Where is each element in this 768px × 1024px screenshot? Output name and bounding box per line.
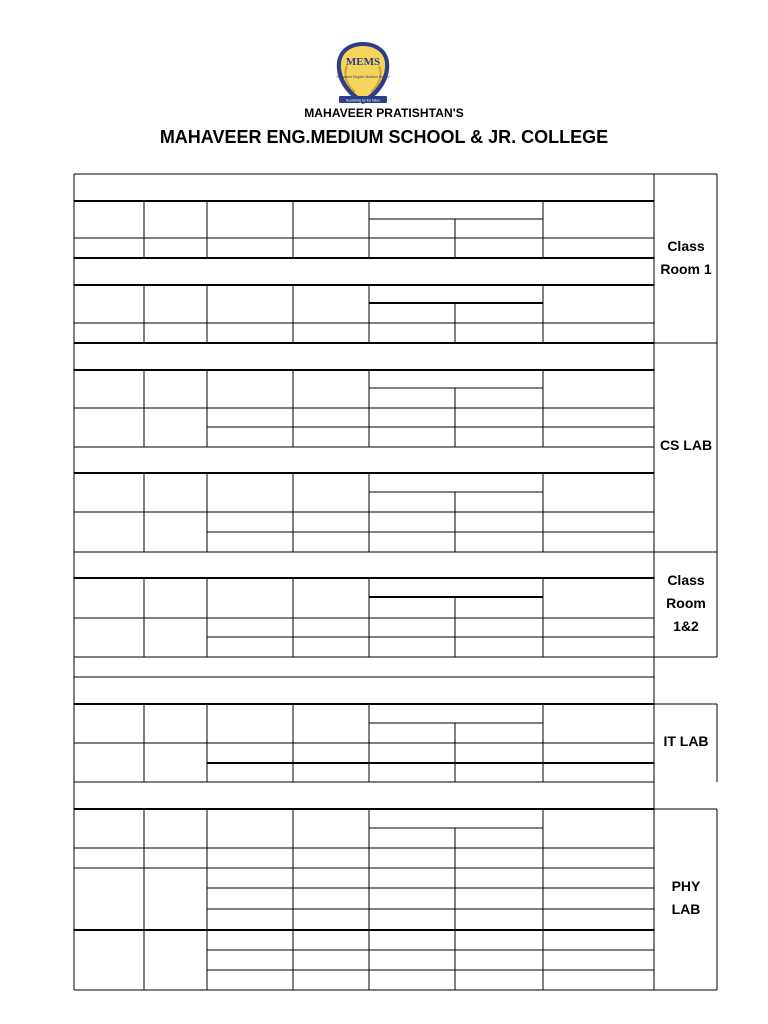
room-label-it-lab <box>655 730 717 753</box>
room-label-line: LAB <box>671 901 701 917</box>
room-label-line: IT LAB <box>663 733 709 749</box>
room-label-line: Room <box>666 595 706 611</box>
organization-name: MAHAVEER PRATISHTAN'S <box>304 106 464 120</box>
room-label-class-room-1 <box>655 235 717 281</box>
logo-text: MEMS <box>345 56 381 68</box>
room-label-line: CS LAB <box>659 437 713 453</box>
room-label-line: Room 1 <box>660 261 712 277</box>
room-label-line: 1&2 <box>673 618 699 634</box>
logo-ribbon: Nourishing for the future <box>345 98 381 103</box>
room-label-cs-lab <box>655 434 717 457</box>
room-label-line: Class <box>667 238 705 254</box>
school-name: MAHAVEER ENG.MEDIUM SCHOOL & JR. COLLEGE <box>159 127 609 147</box>
room-label-line: Class <box>667 572 705 588</box>
room-label-phy-lab <box>655 875 717 921</box>
logo-subtext: Mahaveer English Medium School <box>336 75 390 79</box>
room-label-line: PHY <box>671 878 701 894</box>
room-label-class-room-1-2 <box>655 569 717 638</box>
